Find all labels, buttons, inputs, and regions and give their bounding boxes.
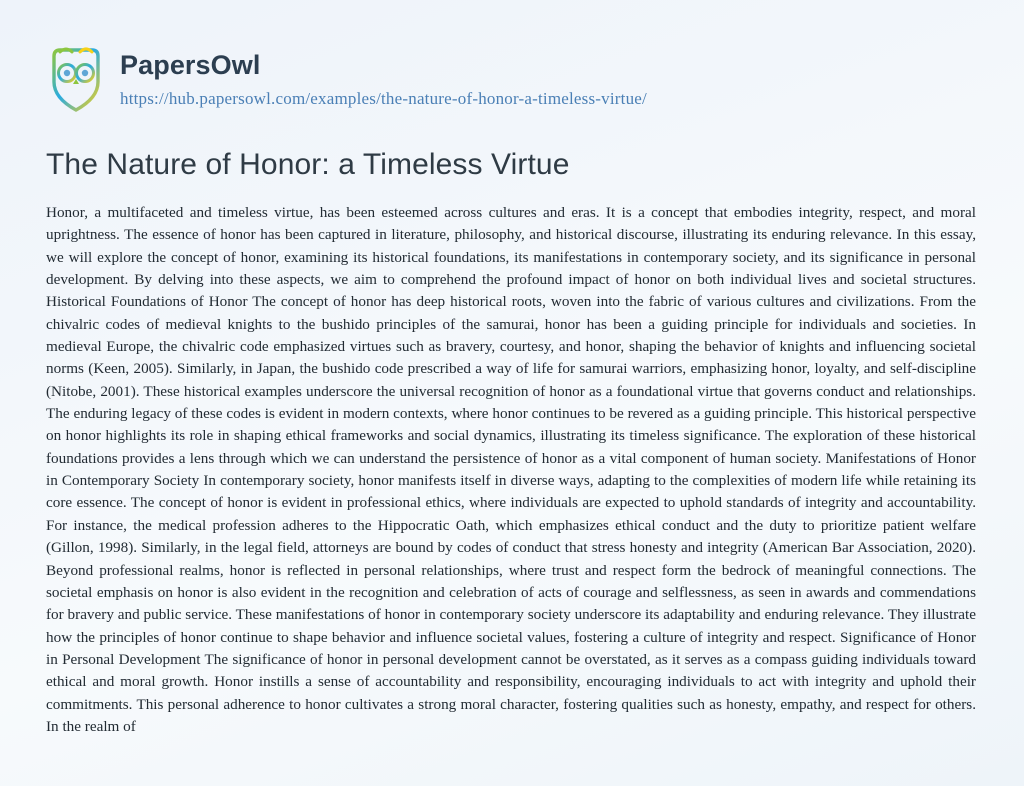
brand-name: PapersOwl: [120, 50, 261, 81]
essay-body-text: Honor, a multifaceted and timeless virtue, has been esteemed across cultures and eras. It is a concept that embodies integrity, respect, and moral uprightness. The essence of honor has been captured in literature, philosophy, and historical discourse, illustrating its enduring relevance. In this essay, we will explore the concept of honor, examining its historical foundations, its manifestations in contemporary society, and its significance in personal development. By delving into these aspects, we aim to comprehend the profound impact of honor on both individual lives and societal structures. Historical Foundations of Honor The concept of honor has deep historical roots, woven into the fabric of various cultures and civilizations. From the chivalric codes of medieval knights to the bushido principles of the samurai, honor has been a guiding principle for individuals and societies. In medieval Europe, the chivalric code emphasized virtues such as bravery, courtesy, and honor, shaping the behavior of knights and influencing societal norms (Keen, 2005). Similarly, in Japan, the bushido code prescribed a way of life for samurai warriors, emphasizing honor, loyalty, and self-discipline (Nitobe, 2001). These historical examples underscore the universal recognition of honor as a foundational virtue that governs conduct and relationships. The enduring legacy of these codes is evident in modern contexts, where honor continues to be revered as a guiding principle. This historical perspective on honor highlights its role in shaping ethical frameworks and social dynamics, illustrating its timeless significance. The exploration of these historical foundations provides a lens through which we can understand the persistence of honor as a vital component of human society. Manifestations of Honor in Contemporary Society In contemporary society, honor manifests itself in diverse ways, adapting to the complexities of modern life while retaining its core essence. The concept of honor is evident in professional ethics, where individuals are expected to uphold standards of integrity and accountability. For instance, the medical profession adheres to the Hippocratic Oath, which emphasizes ethical conduct and the duty to prioritize patient welfare (Gillon, 1998). Similarly, in the legal field, attorneys are bound by codes of conduct that stress honesty and integrity (American Bar Association, 2020). Beyond professional realms, honor is reflected in personal relationships, where trust and respect form the bedrock of meaningful connections. The societal emphasis on honor is also evident in the recognition and celebration of acts of courage and selflessness, as seen in awards and commendations for bravery and public service. These manifestations of honor in contemporary society underscore its adaptability and enduring relevance. They illustrate how the principles of honor continue to shape behavior and influence societal values, fostering a culture of integrity and respect. Significance of Honor in Personal Development The significance of honor in personal development cannot be overstated, as it serves as a compass guiding individuals toward ethical and moral growth. Honor instills a sense of accountability and responsibility, encouraging individuals to act with integrity and uphold their commitments. This personal adherence to honor cultivates a strong moral character, fostering qualities such as honesty, empathy, and respect for others. In the realm of: [46, 204, 976, 735]
site-header: [0, 0, 1024, 114]
page-title: The Nature of Honor: a Timeless Virtue: [46, 148, 570, 181]
brand-block: [120, 51, 647, 109]
document-content: [0, 114, 1024, 738]
owl-logo-icon: [46, 46, 106, 114]
page-url[interactable]: https://hub.papersowl.com/examples/the-nature-of-honor-a-timeless-virtue/: [120, 88, 647, 108]
